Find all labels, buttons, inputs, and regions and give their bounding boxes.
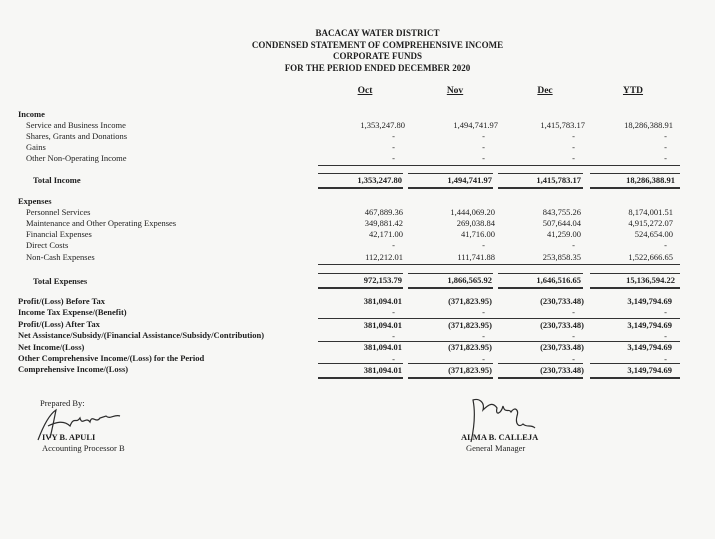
total-expenses-value: 1,646,516.65 (536, 275, 581, 285)
total-expenses-value: 1,866,565.92 (447, 275, 492, 285)
income-value: - (572, 142, 575, 152)
summary-value: - (392, 354, 395, 364)
expense-row-label: Financial Expenses (26, 229, 92, 239)
preparer-name: IVY B. APULI (42, 432, 96, 442)
expense-value: - (572, 240, 575, 250)
summary-value: - (482, 354, 485, 364)
summary-value: 381,094.01 (363, 320, 402, 330)
summary-value: 3,149,794.69 (627, 296, 672, 306)
expense-value: 253,858.35 (542, 252, 581, 262)
income-row-label: Other Non-Operating Income (26, 153, 127, 163)
summary-label: Income Tax Expense/(Benefit) (18, 307, 127, 317)
divider-line (318, 264, 680, 265)
prepared-by-label: Prepared By: (40, 398, 85, 408)
approver-name: ALMA B. CALLEJA (461, 432, 539, 442)
income-value: - (392, 142, 395, 152)
expense-value: 41,716.00 (461, 229, 495, 239)
summary-value: 381,094.01 (363, 365, 402, 375)
expense-row-label: Personnel Services (26, 207, 91, 217)
summary-value: - (572, 354, 575, 364)
summary-value: 3,149,794.69 (627, 365, 672, 375)
col-header-oct: Oct (357, 86, 373, 96)
summary-value: (230,733.48) (540, 365, 584, 375)
statement-title: CONDENSED STATEMENT OF COMPREHENSIVE INCOME (251, 39, 504, 50)
expense-value: 524,654.00 (634, 229, 673, 239)
total-expenses-value: 972,153.79 (363, 275, 402, 285)
summary-label: Net Assistance/Subsidy/(Financial Assistance/Subsidy/Contribution) (18, 330, 265, 340)
divider-line (318, 318, 680, 319)
summary-value: 3,149,794.69 (627, 342, 672, 352)
fund-name: CORPORATE FUNDS (332, 51, 423, 61)
summary-value: (371,823.95) (448, 365, 492, 375)
income-value: 1,353,247.80 (360, 120, 405, 130)
expense-value: 507,644.04 (542, 218, 581, 228)
expense-value: 269,038.84 (456, 218, 495, 228)
expense-row-label: Non-Cash Expenses (26, 252, 95, 262)
expense-row-label: Direct Costs (26, 240, 69, 250)
income-value: - (482, 153, 485, 163)
income-value: - (664, 153, 667, 163)
total-expenses-label: Total Expenses (33, 276, 88, 286)
income-row-label: Shares, Grants and Donations (26, 131, 128, 141)
expense-value: 111,741.88 (457, 252, 495, 262)
expense-value: 1,444,069.20 (450, 207, 495, 217)
income-value: 18,286,388.91 (624, 120, 673, 130)
col-header-nov: Nov (446, 86, 464, 96)
income-row-label: Gains (26, 142, 46, 152)
income-value: 1,494,741.97 (453, 120, 498, 130)
period-label: FOR THE PERIOD ENDED DECEMBER 2020 (284, 62, 471, 73)
preparer-title: Accounting Processor B (42, 443, 125, 453)
income-section-title: Income (18, 109, 45, 119)
summary-label: Other Comprehensive Income/(Loss) for the Period (18, 353, 205, 363)
summary-value: 381,094.01 (363, 296, 402, 306)
expense-value: 112,212.01 (365, 252, 403, 262)
expense-value: 41,259.00 (547, 229, 581, 239)
summary-value: 381,094.01 (363, 342, 402, 352)
income-value: - (572, 131, 575, 141)
summary-value: - (664, 354, 667, 364)
summary-value: (230,733.48) (540, 342, 584, 352)
summary-value: - (392, 307, 395, 317)
total-expenses-value: 15,136,594.22 (626, 275, 675, 285)
summary-label: Profit/(Loss) After Tax (18, 319, 100, 329)
expense-value: 843,755.26 (542, 207, 581, 217)
income-value: - (664, 131, 667, 141)
divider-line (318, 165, 680, 166)
summary-value: - (664, 331, 667, 341)
income-value: - (572, 153, 575, 163)
income-value: 1,415,783.17 (540, 120, 585, 130)
summary-value: (371,823.95) (448, 296, 492, 306)
income-row-label: Service and Business Income (26, 120, 126, 130)
expense-value: 349,881.42 (364, 218, 403, 228)
col-header-ytd: YTD (622, 86, 644, 96)
expense-value: 467,889.36 (364, 207, 403, 217)
summary-value: (371,823.95) (448, 342, 492, 352)
expense-value: - (392, 240, 395, 250)
summary-label: Comprehensive Income/(Loss) (18, 364, 129, 374)
summary-value: (230,733.48) (540, 320, 584, 330)
col-header-dec: Dec (537, 86, 553, 96)
income-value: - (482, 142, 485, 152)
total-income-label: Total Income (33, 175, 81, 185)
summary-value: - (482, 307, 485, 317)
expense-value: - (664, 240, 667, 250)
income-value: - (664, 142, 667, 152)
statement-header (0, 28, 715, 74)
income-value: - (482, 131, 485, 141)
expense-value: 8,174,001.51 (628, 207, 673, 217)
agency-name: BACACAY WATER DISTRICT (315, 28, 440, 38)
summary-value: - (664, 307, 667, 317)
income-value: - (392, 153, 395, 163)
expense-value: 1,522,666.65 (628, 252, 673, 262)
total-income-value: 1,353,247.80 (357, 175, 402, 185)
expense-value: 4,915,272.07 (628, 218, 673, 228)
summary-value: (371,823.95) (448, 320, 492, 330)
summary-value: 3,149,794.69 (627, 320, 672, 330)
expense-value: - (482, 240, 485, 250)
expense-value: 42,171.00 (369, 229, 403, 239)
summary-label: Profit/(Loss) Before Tax (18, 296, 106, 306)
approver-title: General Manager (466, 443, 526, 453)
summary-value: (230,733.48) (540, 296, 584, 306)
total-income-value: 1,494,741.97 (447, 175, 492, 185)
summary-value: - (572, 331, 575, 341)
total-income-value: 1,415,783.17 (536, 175, 581, 185)
summary-value: - (482, 331, 485, 341)
expenses-section-title: Expenses (18, 196, 52, 206)
income-value: - (392, 131, 395, 141)
summary-value: - (572, 307, 575, 317)
total-income-value: 18,286,388.91 (626, 175, 675, 185)
summary-value: - (392, 331, 395, 341)
expense-row-label: Maintenance and Other Operating Expenses (26, 218, 177, 228)
summary-label: Net Income/(Loss) (18, 342, 85, 352)
